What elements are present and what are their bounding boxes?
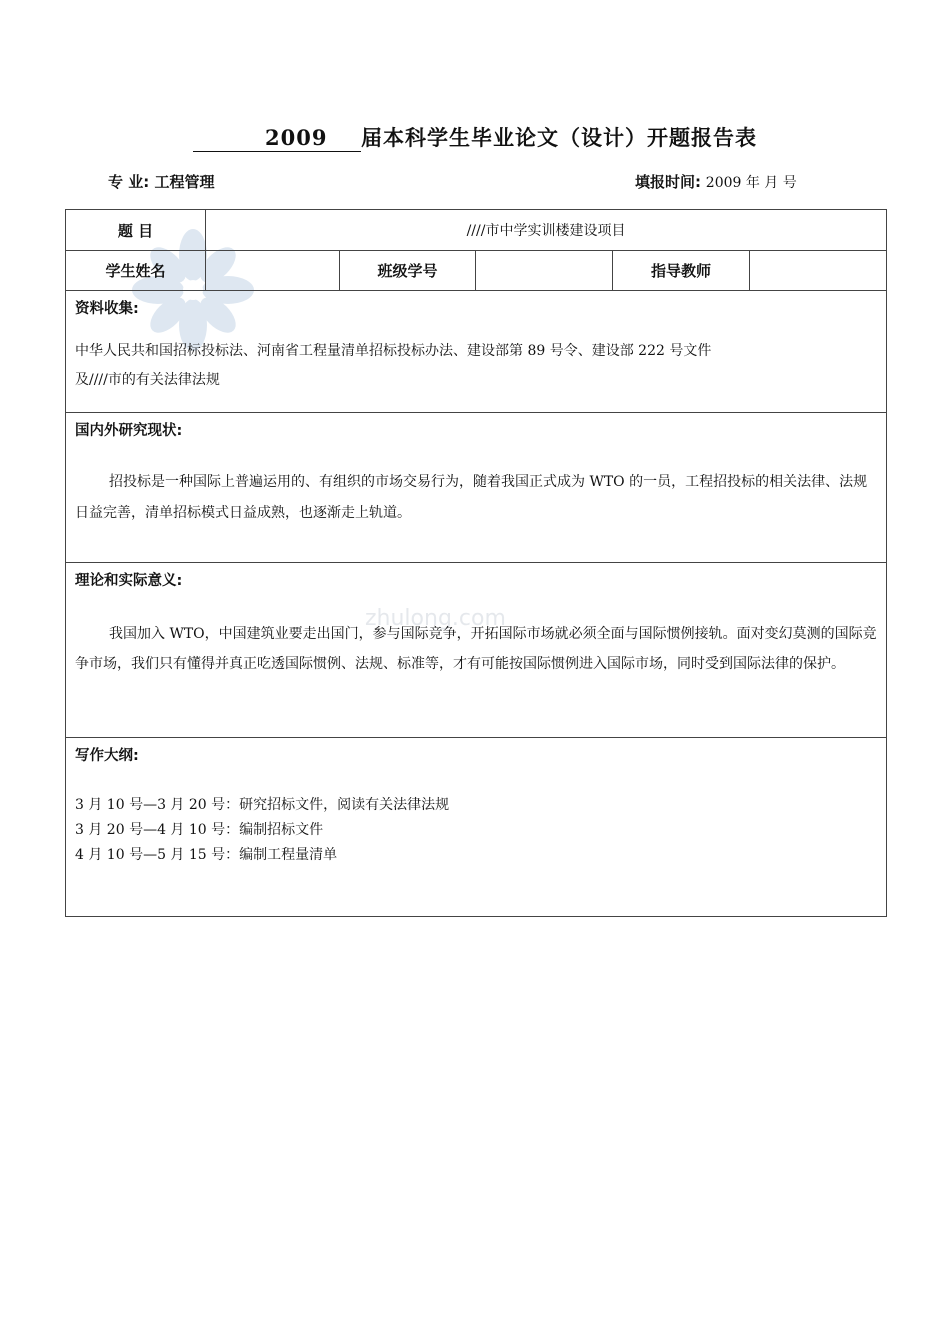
materials-text	[66, 318, 886, 395]
title-year: 2009	[193, 125, 361, 152]
research-status-section	[66, 413, 887, 563]
report-table	[65, 209, 887, 917]
major-label: 专 业:	[108, 173, 150, 191]
outline-list	[66, 765, 886, 868]
major-info	[108, 171, 214, 192]
advisor-field[interactable]	[750, 251, 887, 291]
significance-text: 我国加入 WTO，中国建筑业要走出国门，参与国际竞争，开拓国际市场就必须全面与国际惯例接轨。面对变幻莫测的国际竞争市场，我们只有懂得并真正吃透国际惯例、法规、标准等，才有可能按国际惯例进入国际市场，同时受到国际法律的保护。	[75, 626, 877, 672]
outline-item: 4 月 10 号—5 月 15 号：编制工程量清单	[75, 847, 338, 863]
fill-time-info	[635, 171, 797, 192]
outline-section	[66, 738, 887, 917]
significance-label: 理论和实际意义:	[75, 573, 183, 589]
page-title	[0, 122, 950, 152]
class-no-label: 班级学号	[340, 251, 476, 291]
class-no-field[interactable]	[476, 251, 613, 291]
materials-section	[66, 291, 887, 413]
research-status-label: 国内外研究现状:	[75, 423, 183, 439]
fill-time-label: 填报时间:	[635, 173, 701, 191]
advisor-label: 指导教师	[613, 251, 750, 291]
student-name-field[interactable]	[206, 251, 340, 291]
materials-label: 资料收集:	[75, 301, 139, 317]
outline-label: 写作大纲:	[75, 748, 139, 764]
fill-time-value: 2009 年 月 号	[705, 175, 797, 191]
topic-label: 题 目	[66, 210, 206, 251]
research-status-text: 招投标是一种国际上普遍运用的、有组织的市场交易行为，随着我国正式成为 WTO 的一员，工程招投标的相关法律、法规日益完善，清单招标模式日益成熟，也逐渐走上轨道。	[75, 474, 868, 521]
title-text: 届本科学生毕业论文（设计）开题报告表	[361, 125, 757, 150]
outline-item: 3 月 10 号—3 月 20 号：研究招标文件，阅读有关法律法规	[75, 797, 450, 813]
materials-line: 中华人民共和国招标投标法、河南省工程量清单招标投标办法、建设部第 89 号令、建设部 222 号文件	[75, 343, 712, 359]
outline-item: 3 月 20 号—4 月 10 号：编制招标文件	[75, 822, 324, 838]
topic-value: ////市中学实训楼建设项目	[206, 210, 887, 251]
watermark-text: zhulong.com	[365, 606, 506, 631]
student-name-label: 学生姓名	[66, 251, 206, 291]
major-value: 工程管理	[154, 173, 215, 191]
materials-line: 及////市的有关法律法规	[75, 372, 220, 388]
significance-section	[66, 563, 887, 738]
